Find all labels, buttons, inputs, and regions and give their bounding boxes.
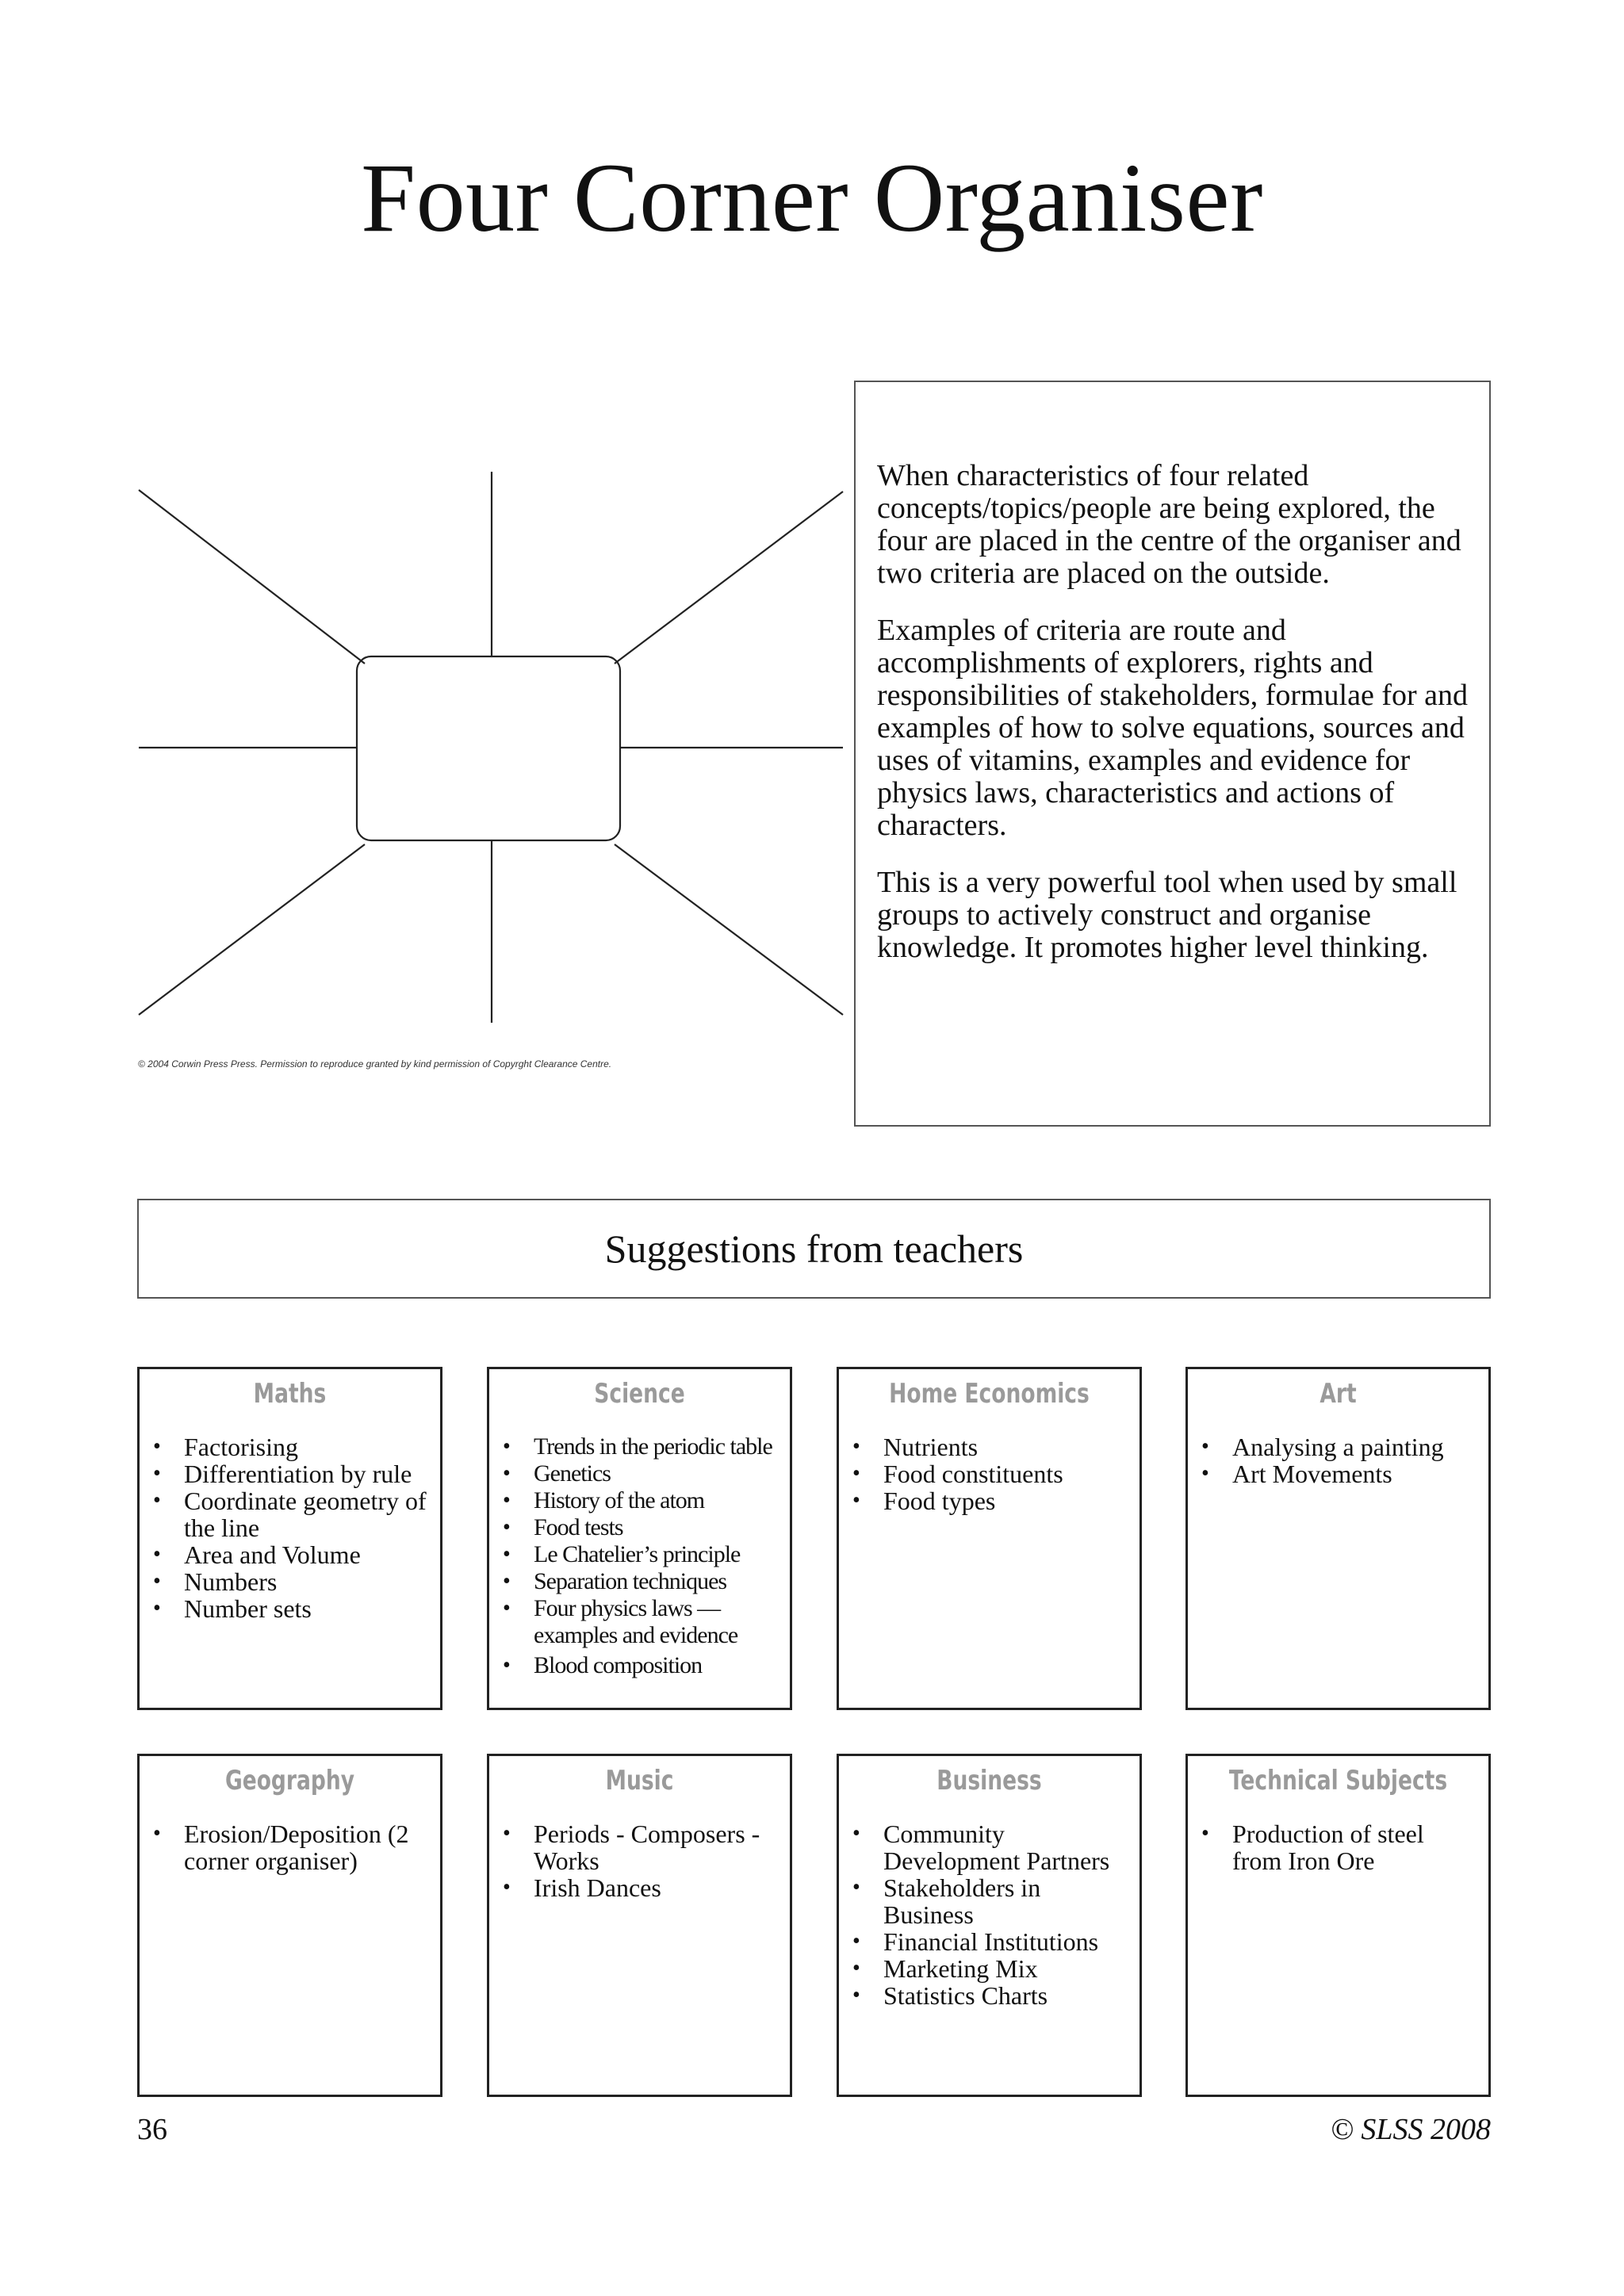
four-corner-organiser-diagram: [135, 472, 848, 1043]
list-item: • Analysing a painting: [1201, 1433, 1479, 1460]
subject-title: Business: [936, 1765, 1042, 1797]
description-panel: [854, 381, 1491, 1127]
list-item: • Factorising: [153, 1433, 431, 1460]
list-item: • Community Development Partners: [852, 1820, 1130, 1874]
list-item: • Erosion/Deposition (2 corner organiser): [153, 1820, 431, 1874]
subject-list: [839, 1433, 1139, 1514]
list-item: • Financial Institutions: [852, 1928, 1130, 1955]
subject-title: Home Economics: [889, 1378, 1090, 1410]
subject-title: Technical Subjects: [1228, 1765, 1448, 1797]
top-left-diagonal: [139, 490, 365, 664]
subject-list: [839, 1820, 1139, 2009]
list-item: • Number sets: [153, 1595, 431, 1622]
list-item: • Nutrients: [852, 1433, 1130, 1460]
list-item: • Differentiation by rule: [153, 1460, 431, 1487]
list-item: • Area and Volume: [153, 1541, 431, 1568]
list-item: • Food tests: [503, 1514, 780, 1541]
subject-card-science: [487, 1367, 792, 1710]
list-item: • Blood composition: [503, 1652, 780, 1679]
subject-list: [1188, 1433, 1488, 1487]
top-right-diagonal: [615, 492, 843, 664]
list-item: • Irish Dances: [503, 1874, 780, 1901]
centre-box: [357, 656, 620, 840]
page-number: 36: [137, 2113, 167, 2146]
list-item: • Food types: [852, 1487, 1130, 1514]
list-item: • Art Movements: [1201, 1460, 1479, 1487]
organiser-lines: [135, 472, 848, 1043]
subject-card-business: [837, 1754, 1142, 2097]
list-item: • Le Chatelier’s principle: [503, 1541, 780, 1568]
list-item: • Trends in the periodic table: [503, 1433, 780, 1460]
description-paragraph: Examples of criteria are route and accomplishments of explorers, rights and responsibilities of stakeholders, formulae for and examples of how to solve equations, sources and uses of vitamins, examples and evidence for physics laws, characteristics and actions of characters.: [877, 614, 1469, 842]
list-item: • Food constituents: [852, 1460, 1130, 1487]
list-item: • Separation techniques: [503, 1568, 780, 1595]
list-item: • Stakeholders in Business: [852, 1874, 1130, 1928]
bottom-left-diagonal: [139, 844, 365, 1015]
subject-card-art: [1185, 1367, 1491, 1710]
list-item: • Statistics Charts: [852, 1982, 1130, 2009]
subject-list: [140, 1820, 440, 1874]
list-item: • Coordinate geometry of the line: [153, 1487, 431, 1541]
suggestions-heading-box: [137, 1199, 1491, 1299]
subject-list: [1188, 1820, 1488, 1874]
subject-list: [140, 1433, 440, 1622]
description-paragraph: When characteristics of four related concepts/topics/people are being explored, the four are placed in the centre of the organiser and two criteria are placed on the outside.: [877, 459, 1461, 590]
list-item: • Production of steel from Iron Ore: [1201, 1820, 1479, 1874]
subject-card-music: [487, 1754, 792, 2097]
list-item: • Four physics laws — examples and evidence: [503, 1595, 780, 1649]
subject-card-maths: [137, 1367, 442, 1710]
list-item: • Numbers: [153, 1568, 431, 1595]
list-item: • Genetics: [503, 1460, 780, 1487]
footer-copyright: © SLSS 2008: [1330, 2113, 1491, 2146]
subject-list: [489, 1433, 790, 1679]
description-paragraph: This is a very powerful tool when used by small groups to actively construct and organise knowledge. It promotes higher level thinking.: [877, 866, 1457, 964]
image-credit: © 2004 Corwin Press Press. Permission to reproduce granted by kind permission of Copyrght Clearance Centre.: [138, 1058, 612, 1070]
subject-title: Geography: [224, 1765, 355, 1797]
subject-title: Art: [1320, 1378, 1357, 1410]
subject-card-technical-subjects: [1185, 1754, 1491, 2097]
subject-title: Music: [605, 1765, 674, 1797]
page-title: Four Corner Organiser: [361, 144, 1263, 252]
list-item: • Marketing Mix: [852, 1955, 1130, 1982]
subject-card-geography: [137, 1754, 442, 2097]
suggestions-heading: Suggestions from teachers: [604, 1226, 1024, 1271]
description-text: [877, 460, 1480, 989]
bottom-right-diagonal: [615, 844, 843, 1015]
subject-title: Maths: [253, 1378, 327, 1410]
list-item: • History of the atom: [503, 1487, 780, 1514]
list-item: • Periods - Composers - Works: [503, 1820, 780, 1874]
subject-list: [489, 1820, 790, 1901]
subject-card-home-economics: [837, 1367, 1142, 1710]
subject-title: Science: [594, 1378, 685, 1410]
